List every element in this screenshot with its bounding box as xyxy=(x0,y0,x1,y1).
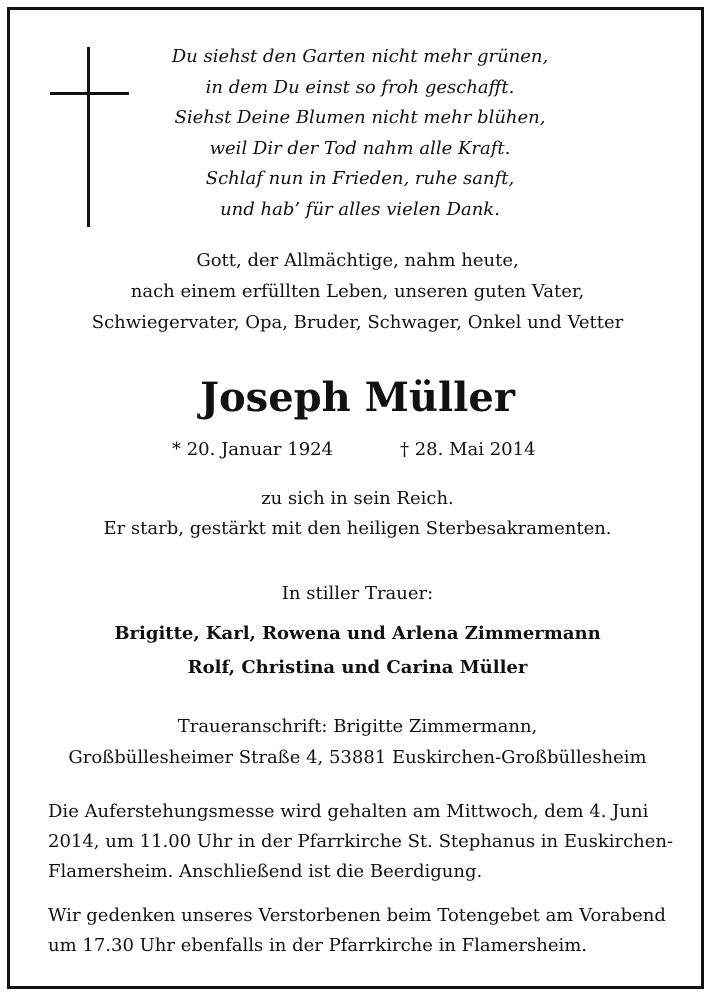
cross-icon xyxy=(87,47,90,227)
service-line: Die Auferstehungsmesse wird gehalten am Mittwoch, dem 4. Juni xyxy=(48,801,649,822)
poem-line: Schlaf nun in Frieden, ruhe sanft, xyxy=(205,168,515,189)
intro-line: nach einem erfüllten Leben, unseren guten Vater, xyxy=(130,281,585,302)
family-line: Rolf, Christina und Carina Müller xyxy=(187,657,528,678)
poem-line: Du siehst den Garten nicht mehr grünen, xyxy=(171,46,549,67)
mourning-address xyxy=(40,711,675,773)
prayer-line: Wir gedenken unseres Verstorbenen beim Totengebet am Vorabend xyxy=(48,905,666,926)
prayer-line: um 17.30 Uhr ebenfalls in der Pfarrkirche in Flamersheim. xyxy=(48,935,588,956)
poem xyxy=(140,42,580,225)
poem-line: weil Dir der Tod nahm alle Kraft. xyxy=(209,137,511,159)
cross-icon-bar xyxy=(50,92,129,95)
address-line: Traueranschrift: Brigitte Zimmermann, xyxy=(177,716,538,737)
service-paragraph xyxy=(48,797,673,887)
poem-line: in dem Du einst so froh geschafft. xyxy=(205,76,515,98)
birth-date: * 20. Januar 1924 xyxy=(172,439,334,460)
poem-line: Siehst Deine Blumen nicht mehr blühen, xyxy=(174,107,546,128)
address-line: Großbüllesheimer Straße 4, 53881 Euskirchen-Großbüllesheim xyxy=(68,747,647,768)
intro-line: Gott, der Allmächtige, nahm heute, xyxy=(196,250,519,271)
death-date: † 28. Mai 2014 xyxy=(400,439,536,460)
intro-text xyxy=(40,245,675,338)
deceased-name: Joseph Müller xyxy=(200,374,515,421)
service-line: 2014, um 11.00 Uhr in der Pfarrkirche St. Stephanus in Euskirchen- xyxy=(48,831,674,852)
service-line: Flamersheim. Anschließend ist die Beerdigung. xyxy=(48,861,483,882)
intro-line: Schwiegervater, Opa, Bruder, Schwager, Onkel und Vetter xyxy=(91,312,624,333)
mourning-label: In stiller Trauer: xyxy=(281,583,434,604)
passing-line: zu sich in sein Reich. xyxy=(261,488,454,509)
prayer-paragraph xyxy=(48,901,673,961)
poem-line: und hab’ für alles vielen Dank. xyxy=(220,198,500,220)
family-names xyxy=(40,617,675,685)
family-line: Brigitte, Karl, Rowena und Arlena Zimmermann xyxy=(114,623,601,644)
passing-text xyxy=(40,484,675,544)
passing-line: Er starb, gestärkt mit den heiligen Sterbesakramenten. xyxy=(103,518,612,539)
